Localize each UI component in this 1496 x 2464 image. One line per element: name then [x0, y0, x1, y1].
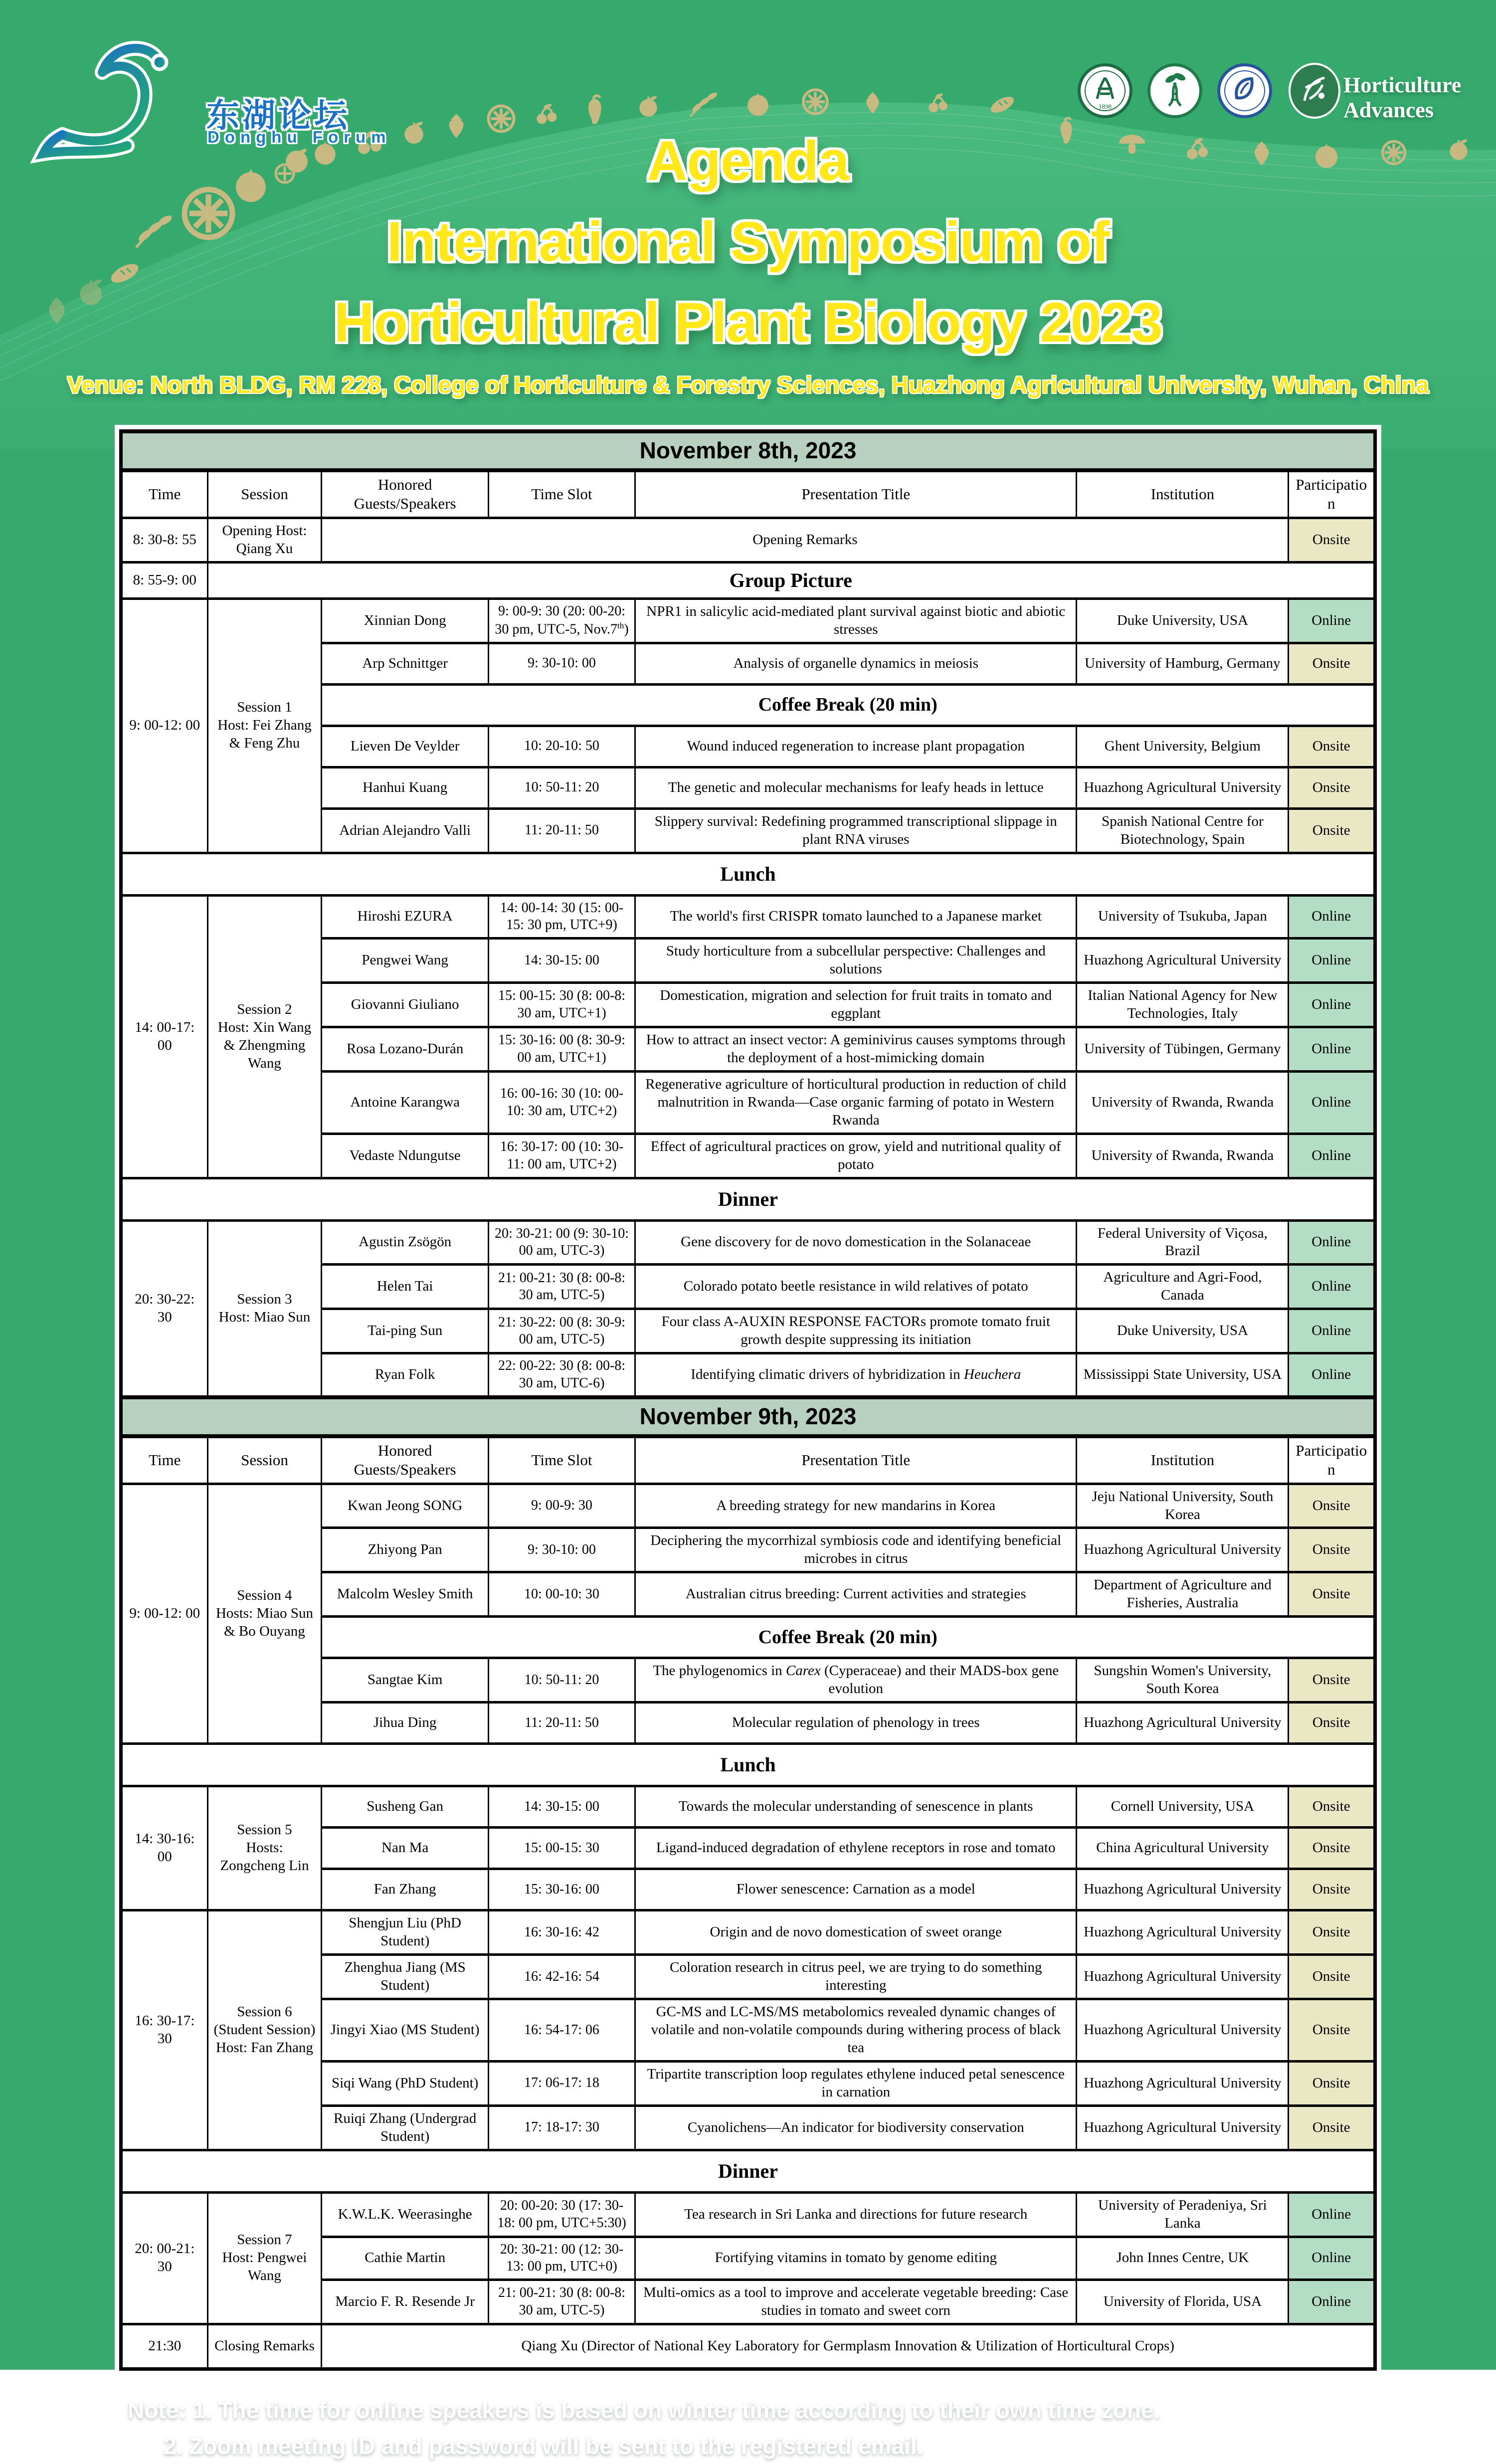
timeslot-cell: 20: 30-21: 00 (12: 30-13: 00 pm, UTC+0) — [488, 2237, 635, 2279]
timeslot-cell: 20: 00-20: 30 (17: 30-18: 00 pm, UTC+5:30) — [488, 2192, 635, 2237]
speaker-cell: Zhiyong Pan — [322, 1528, 488, 1572]
participation-cell: Online — [1289, 1134, 1375, 1178]
institution-cell: Spanish National Centre for Biotechnology, Spain — [1077, 808, 1289, 853]
title-cell: Deciphering the mycorrhizal symbiosis code and identifying beneficial microbes in citrus — [635, 1528, 1077, 1572]
column-header: Presentation Title — [635, 470, 1077, 518]
session-host: Hosts: Miao Sun & Bo Ouyang — [215, 1605, 313, 1639]
timeslot-cell: 10: 20-10: 50 — [488, 726, 635, 767]
institution-cell: Duke University, USA — [1077, 1309, 1289, 1353]
time-cell: 9: 00-12: 00 — [121, 1484, 208, 1744]
date-band-row — [121, 431, 1375, 470]
participation-cell: Online — [1289, 1220, 1375, 1265]
participation-cell: Onsite — [1289, 1528, 1375, 1572]
title-cell: Slippery survival: Redefining programmed transcriptional slippage in plant RNA viruses — [635, 808, 1077, 853]
institution-cell: Cornell University, USA — [1077, 1786, 1289, 1828]
column-header: Honored Guests/Speakers — [322, 470, 488, 518]
institution-cell: Huazhong Agricultural University — [1077, 1955, 1289, 1999]
time-cell: 21:30 — [121, 2324, 208, 2369]
participation-cell: Onsite — [1289, 1999, 1375, 2061]
session-cell — [207, 518, 322, 562]
institution-cell: Huazhong Agricultural University — [1077, 1703, 1289, 1744]
timeslot-cell: 14: 00-14: 30 (15: 00-15: 30 pm, UTC+9) — [488, 895, 635, 938]
brand-english-name: Donghu Forum — [207, 128, 391, 146]
meal-cell: Lunch — [121, 853, 1375, 895]
institution-cell: Federal University of Viçosa, Brazil — [1077, 1220, 1289, 1265]
speaker-cell: Lieven De Veylder — [322, 726, 488, 767]
speaker-cell: Ruiqi Zhang (Undergrad Student) — [322, 2105, 488, 2150]
meal-row — [121, 1744, 1375, 1786]
speaker-cell: Fan Zhang — [322, 1869, 488, 1910]
journal-name — [1343, 73, 1461, 123]
title-cell: Molecular regulation of phenology in trees — [635, 1703, 1077, 1744]
institution-cell: China Agricultural University — [1077, 1828, 1289, 1869]
talk-row — [121, 1220, 1375, 1265]
column-header: Session — [207, 1436, 322, 1484]
institution-cell: University of Florida, USA — [1077, 2280, 1289, 2324]
group-picture-row — [121, 562, 1375, 598]
title-cell: The phylogenomics in Carex (Cyperaceae) and their MADS-box gene evolution — [635, 1658, 1077, 1703]
session-host: Host: Miao Sun — [218, 1309, 311, 1325]
meal-row — [121, 853, 1375, 895]
germplasm-laboratory-seal-icon — [1147, 63, 1203, 119]
speaker-cell: K.W.L.K. Weerasinghe — [322, 2192, 488, 2237]
timeslot-cell: 11: 20-11: 50 — [488, 1703, 635, 1744]
column-header: Institution — [1077, 470, 1289, 518]
session-cell — [207, 2192, 322, 2324]
participation-cell: Online — [1289, 2192, 1375, 2237]
merged-cell: Group Picture — [207, 562, 1375, 598]
break-cell: Coffee Break (20 min) — [322, 1617, 1375, 1658]
institution-cell: Agriculture and Agri-Food, Canada — [1077, 1265, 1289, 1309]
timeslot-cell: 9: 30-10: 00 — [488, 643, 635, 684]
title-cell: Multi-omics as a tool to improve and accelerate vegetable breeding: Case studies in tomato and sweet corn — [635, 2280, 1077, 2324]
column-header: Time — [121, 470, 208, 518]
timeslot-cell: 22: 00-22: 30 (8: 00-8: 30 am, UTC-6) — [488, 1353, 635, 1397]
session-cell — [207, 1786, 322, 1910]
timeslot-cell: 14: 30-15: 00 — [488, 939, 635, 983]
session-label: Opening Host: — [222, 522, 307, 539]
title-cell: Origin and de novo domestication of sweet orange — [635, 1910, 1077, 1955]
break-cell: Coffee Break (20 min) — [322, 684, 1375, 726]
title-cell: Colorado potato beetle resistance in wild relatives of potato — [635, 1265, 1077, 1309]
title-cell: Cyanolichens—An indicator for biodiversity conservation — [635, 2105, 1077, 2150]
title-cell: Gene discovery for de novo domestication in the Solanaceae — [635, 1220, 1077, 1265]
merged-cell: Opening Remarks — [322, 518, 1289, 562]
title-cell: The world's first CRISPR tomato launched to a Japanese market — [635, 895, 1077, 938]
timeslot-cell: 16: 00-16: 30 (10: 00-10: 30 am, UTC+2) — [488, 1071, 635, 1134]
institution-cell: Huazhong Agricultural University — [1077, 2061, 1289, 2105]
participation-cell: Online — [1289, 2280, 1375, 2324]
column-header-row — [121, 470, 1375, 518]
session-label: Session 5 — [237, 1822, 292, 1838]
timeslot-cell: 17: 18-17: 30 — [488, 2105, 635, 2150]
session-cell — [207, 1220, 322, 1397]
timeslot-cell: 16: 30-16: 42 — [488, 1910, 635, 1955]
column-header: Session — [207, 470, 322, 518]
huazhong-agricultural-university-seal-icon — [1077, 63, 1133, 119]
talk-row — [121, 598, 1375, 643]
note-line1: Note: 1. The time for online speakers is based on winter time according to their own time zone. — [128, 2397, 1160, 2423]
timeslot-cell: 11: 20-11: 50 — [488, 808, 635, 853]
participation-cell: Online — [1289, 1309, 1375, 1353]
title-cell: A breeding strategy for new mandarins in Korea — [635, 1484, 1077, 1528]
participation-cell: Onsite — [1289, 1786, 1375, 1828]
timeslot-cell: 16: 54-17: 06 — [488, 1999, 635, 2061]
talk-row — [121, 1786, 1375, 1828]
participation-cell: Online — [1289, 939, 1375, 983]
time-cell: 16: 30-17: 30 — [121, 1910, 208, 2150]
session-label: Session 1 — [237, 699, 292, 716]
hubei-hongshan-laboratory-seal-icon — [1217, 63, 1273, 119]
speaker-cell: Shengjun Liu (PhD Student) — [322, 1910, 488, 1955]
timeslot-cell: 15: 00-15: 30 (8: 00-8: 30 am, UTC+1) — [488, 982, 635, 1027]
timeslot-cell: 16: 42-16: 54 — [488, 1955, 635, 1999]
speaker-cell: Susheng Gan — [322, 1786, 488, 1828]
meal-cell: Lunch — [121, 1744, 1375, 1786]
institution-cell: University of Rwanda, Rwanda — [1077, 1134, 1289, 1178]
time-cell: 8: 30-8: 55 — [121, 518, 208, 562]
participation-cell: Onsite — [1289, 726, 1375, 767]
timeslot-cell: 16: 30-17: 00 (10: 30-11: 00 am, UTC+2) — [488, 1134, 635, 1178]
title-line2: International Symposium of — [386, 210, 1110, 273]
speaker-cell: Sangtae Kim — [322, 1658, 488, 1703]
session-subtitle: (Student Session) — [213, 2021, 316, 2038]
time-cell: 9: 00-12: 00 — [121, 598, 208, 853]
column-header-row — [121, 1436, 1375, 1484]
participation-cell: Onsite — [1289, 2105, 1375, 2150]
brand-chinese-name: 东湖论坛 — [206, 96, 350, 135]
footer-notes — [128, 2392, 1381, 2464]
session-cell — [207, 1484, 322, 1744]
title-cell: Regenerative agriculture of horticultural production in reduction of child malnutrition in Rwanda—Case organic farming of potato in Western Rwanda — [635, 1071, 1077, 1134]
institution-cell: Italian National Agency for New Technologies, Italy — [1077, 982, 1289, 1027]
speaker-cell: Giovanni Giuliano — [322, 982, 488, 1027]
note-line2: 2. Zoom meeting ID and password will be sent to the registered email. — [164, 2433, 924, 2459]
title-line1: Agenda — [647, 130, 849, 192]
speaker-cell: Zhenghua Jiang (MS Student) — [322, 1955, 488, 1999]
institution-cell: University of Tübingen, Germany — [1077, 1027, 1289, 1071]
title-cell: Wound induced regeneration to increase plant propagation — [635, 726, 1077, 767]
speaker-cell: Nan Ma — [322, 1828, 488, 1869]
column-header: Presentation Title — [635, 1436, 1077, 1484]
session-cell — [207, 895, 322, 1178]
speaker-cell: Xinnian Dong — [322, 598, 488, 643]
participation-cell: Onsite — [1289, 643, 1375, 684]
speaker-cell: Vedaste Ndungutse — [322, 1134, 488, 1178]
closing-row — [121, 2324, 1375, 2369]
title-cell: Tripartite transcription loop regulates ethylene induced petal senescence in carnation — [635, 2061, 1077, 2105]
session-host: Host: Pengwei Wang — [222, 2250, 307, 2284]
timeslot-cell: 10: 50-11: 20 — [488, 767, 635, 808]
title-cell: NPR1 in salicylic acid-mediated plant survival against biotic and abiotic stresses — [635, 598, 1077, 643]
participation-cell: Onsite — [1289, 518, 1375, 562]
timeslot-cell: 17: 06-17: 18 — [488, 2061, 635, 2105]
session-host: Host: Xin Wang & Zhengming Wang — [217, 1019, 312, 1071]
institution-cell: Jeju National University, South Korea — [1077, 1484, 1289, 1528]
institution-cell: Huazhong Agricultural University — [1077, 1910, 1289, 1955]
column-header: Institution — [1077, 1436, 1289, 1484]
participation-cell: Online — [1289, 1071, 1375, 1134]
title-cell: Tea research in Sri Lanka and directions for future research — [635, 2192, 1077, 2237]
institution-cell: Huazhong Agricultural University — [1077, 767, 1289, 808]
agenda-content — [115, 425, 1381, 2464]
title-cell: Ligand-induced degradation of ethylene receptors in rose and tomato — [635, 1828, 1077, 1869]
institution-cell: Mississippi State University, USA — [1077, 1353, 1289, 1397]
venue-line: Venue: North BLDG, RM 228, College of Horticulture & Forestry Sciences, Huazhong Agricultural University, Wuhan, China — [67, 372, 1429, 398]
talk-row — [121, 895, 1375, 938]
timeslot-cell: 20: 30-21: 00 (9: 30-10: 00 am, UTC-3) — [488, 1220, 635, 1265]
session-host: Hosts: Zongcheng Lin — [220, 1840, 309, 1874]
speaker-cell: Agustin Zsögön — [322, 1220, 488, 1265]
session-cell — [207, 1910, 322, 2150]
session-cell — [207, 598, 322, 853]
speaker-cell: Hanhui Kuang — [322, 767, 488, 808]
column-header: Participation — [1289, 1436, 1375, 1484]
session-label: Closing Remarks — [214, 2337, 315, 2354]
journal-line1: Horticulture — [1343, 73, 1462, 97]
speaker-cell: Kwan Jeong SONG — [322, 1484, 488, 1528]
timeslot-cell: 15: 30-16: 00 (8: 30-9: 00 am, UTC+1) — [488, 1027, 635, 1071]
participation-cell: Onsite — [1289, 1484, 1375, 1528]
column-header: Time Slot — [488, 470, 635, 518]
session-label: Session 6 — [237, 2003, 292, 2020]
session-host: Qiang Xu — [236, 540, 293, 557]
institution-cell: Huazhong Agricultural University — [1077, 1869, 1289, 1910]
column-header: Participation — [1289, 470, 1375, 518]
institution-cell: Department of Agriculture and Fisheries, Australia — [1077, 1572, 1289, 1617]
speaker-cell: Hiroshi EZURA — [322, 895, 488, 938]
institution-cell: John Innes Centre, UK — [1077, 2237, 1289, 2279]
title-cell: How to attract an insect vector: A geminivirus causes symptoms through the deployment of a host-mimicking domain — [635, 1027, 1077, 1071]
session-cell — [207, 2324, 322, 2369]
participation-cell: Onsite — [1289, 1658, 1375, 1703]
timeslot-cell: 10: 50-11: 20 — [488, 1658, 635, 1703]
timeslot-cell: 9: 00-9: 30 (20: 00-20: 30 pm, UTC-5, Nov.7th) — [488, 598, 635, 643]
timeslot-cell: 15: 30-16: 00 — [488, 1869, 635, 1910]
svg-text:1898: 1898 — [1099, 103, 1112, 110]
time-cell: 14: 30-16: 00 — [121, 1786, 208, 1910]
speaker-cell: Adrian Alejandro Valli — [322, 808, 488, 853]
horticulture-forestry-sciences-seal-icon — [1287, 63, 1342, 119]
participation-cell: Online — [1289, 2237, 1375, 2279]
speaker-cell: Tai-ping Sun — [322, 1309, 488, 1353]
meal-row — [121, 2150, 1375, 2192]
participation-cell: Onsite — [1289, 1869, 1375, 1910]
title-cell: GC-MS and LC-MS/MS metabolomics revealed dynamic changes of volatile and non-volatile compounds during withering process of black tea — [635, 1999, 1077, 2061]
participation-cell: Onsite — [1289, 1955, 1375, 1999]
speaker-cell: Arp Schnittger — [322, 643, 488, 684]
institution-cell: Huazhong Agricultural University — [1077, 939, 1289, 983]
merged-cell: Qiang Xu (Director of National Key Laboratory for Germplasm Innovation & Utilization of Horticultural Crops) — [322, 2324, 1375, 2369]
speaker-cell: Malcolm Wesley Smith — [322, 1572, 488, 1617]
talk-row — [121, 2192, 1375, 2237]
time-cell: 20: 30-22: 30 — [121, 1220, 208, 1397]
timeslot-cell: 21: 00-21: 30 (8: 00-8: 30 am, UTC-5) — [488, 1265, 635, 1309]
speaker-cell: Helen Tai — [322, 1265, 488, 1309]
meal-row — [121, 1178, 1375, 1220]
institution-cell: Ghent University, Belgium — [1077, 726, 1289, 767]
meal-cell: Dinner — [121, 1178, 1375, 1220]
title-cell: The genetic and molecular mechanisms for leafy heads in lettuce — [635, 767, 1077, 808]
institution-cell: Huazhong Agricultural University — [1077, 2105, 1289, 2150]
agenda-table — [119, 429, 1377, 2371]
participation-cell: Online — [1289, 895, 1375, 938]
session-label: Session 7 — [237, 2232, 292, 2248]
session-label: Session 2 — [237, 1001, 292, 1017]
opening-row — [121, 518, 1375, 562]
title-cell: Flower senescence: Carnation as a model — [635, 1869, 1077, 1910]
timeslot-cell: 14: 30-15: 00 — [488, 1786, 635, 1828]
speaker-cell: Antoine Karangwa — [322, 1071, 488, 1134]
timeslot-cell: 9: 00-9: 30 — [488, 1484, 635, 1528]
participation-cell: Onsite — [1289, 767, 1375, 808]
institution-cell: University of Hamburg, Germany — [1077, 643, 1289, 684]
agenda-table-body — [121, 431, 1375, 2369]
column-header: Time — [121, 1436, 208, 1484]
participation-cell: Online — [1289, 982, 1375, 1027]
talk-row — [121, 1484, 1375, 1528]
session-host: Host: Fei Zhang & Feng Zhu — [217, 717, 312, 752]
speaker-cell: Rosa Lozano-Durán — [322, 1027, 488, 1071]
time-cell: 8: 55-9: 00 — [121, 562, 208, 598]
title-cell: Australian citrus breeding: Current activities and strategies — [635, 1572, 1077, 1617]
title-cell: Domestication, migration and selection for fruit traits in tomato and eggplant — [635, 982, 1077, 1027]
title-cell: Fortifying vitamins in tomato by genome editing — [635, 2237, 1077, 2279]
participation-cell: Online — [1289, 1353, 1375, 1397]
participation-cell: Online — [1289, 1027, 1375, 1071]
date-band: November 9th, 2023 — [121, 1397, 1375, 1436]
speaker-cell: Jihua Ding — [322, 1703, 488, 1744]
participation-cell: Onsite — [1289, 2061, 1375, 2105]
meal-cell: Dinner — [121, 2150, 1375, 2192]
time-cell: 20: 00-21: 30 — [121, 2192, 208, 2324]
institution-cell: Duke University, USA — [1077, 598, 1289, 643]
title-cell: Study horticulture from a subcellular perspective: Challenges and solutions — [635, 939, 1077, 983]
speaker-cell: Marcio F. R. Resende Jr — [322, 2280, 488, 2324]
participation-cell: Online — [1289, 598, 1375, 643]
institution-cell: University of Peradeniya, Sri Lanka — [1077, 2192, 1289, 2237]
participation-cell: Onsite — [1289, 1828, 1375, 1869]
institution-cell: Huazhong Agricultural University — [1077, 1528, 1289, 1572]
institution-cell: Huazhong Agricultural University — [1077, 1999, 1289, 2061]
participation-cell: Onsite — [1289, 1910, 1375, 1955]
title-cell: Identifying climatic drivers of hybridization in Heuchera — [635, 1353, 1077, 1397]
institution-cell: University of Rwanda, Rwanda — [1077, 1071, 1289, 1134]
session-label: Session 3 — [237, 1291, 292, 1307]
speaker-cell: Pengwei Wang — [322, 939, 488, 983]
timeslot-cell: 21: 30-22: 00 (8: 30-9: 00 am, UTC-5) — [488, 1309, 635, 1353]
participation-cell: Onsite — [1289, 1703, 1375, 1744]
title-cell: Four class A-AUXIN RESPONSE FACTORs promote tomato fruit growth despite suppressing its initiation — [635, 1309, 1077, 1353]
agenda-table-frame — [115, 425, 1381, 2375]
speaker-cell: Cathie Martin — [322, 2237, 488, 2279]
participation-cell: Online — [1289, 1265, 1375, 1309]
journal-line2: Advances — [1343, 98, 1434, 122]
timeslot-cell: 21: 00-21: 30 (8: 00-8: 30 am, UTC-5) — [488, 2280, 635, 2324]
timeslot-cell: 9: 30-10: 00 — [488, 1528, 635, 1572]
title-line3: Horticultural Plant Biology 2023 — [334, 291, 1162, 354]
session-label: Session 4 — [237, 1587, 292, 1603]
timeslot-cell: 15: 00-15: 30 — [488, 1828, 635, 1869]
participation-cell: Onsite — [1289, 1572, 1375, 1617]
talk-row — [121, 1910, 1375, 1955]
participation-cell: Onsite — [1289, 808, 1375, 853]
title-cell: Analysis of organelle dynamics in meiosis — [635, 643, 1077, 684]
speaker-cell: Jingyi Xiao (MS Student) — [322, 1999, 488, 2061]
time-cell: 14: 00-17: 00 — [121, 895, 208, 1178]
title-cell: Towards the molecular understanding of senescence in plants — [635, 1786, 1077, 1828]
column-header: Honored Guests/Speakers — [322, 1436, 488, 1484]
date-band-row — [121, 1397, 1375, 1436]
speaker-cell: Ryan Folk — [322, 1353, 488, 1397]
title-cell: Coloration research in citrus peel, we are trying to do something interesting — [635, 1955, 1077, 1999]
speaker-cell: Siqi Wang (PhD Student) — [322, 2061, 488, 2105]
partner-seals — [1077, 63, 1342, 123]
session-host: Host: Fan Zhang — [215, 2039, 313, 2056]
column-header: Time Slot — [488, 1436, 635, 1484]
title-cell: Effect of agricultural practices on grow, yield and nutritional quality of potato — [635, 1134, 1077, 1178]
timeslot-cell: 10: 00-10: 30 — [488, 1572, 635, 1617]
institution-cell: Sungshin Women's University, South Korea — [1077, 1658, 1289, 1703]
poster-title — [0, 121, 1496, 363]
date-band: November 8th, 2023 — [121, 431, 1375, 470]
institution-cell: University of Tsukuba, Japan — [1077, 895, 1289, 938]
